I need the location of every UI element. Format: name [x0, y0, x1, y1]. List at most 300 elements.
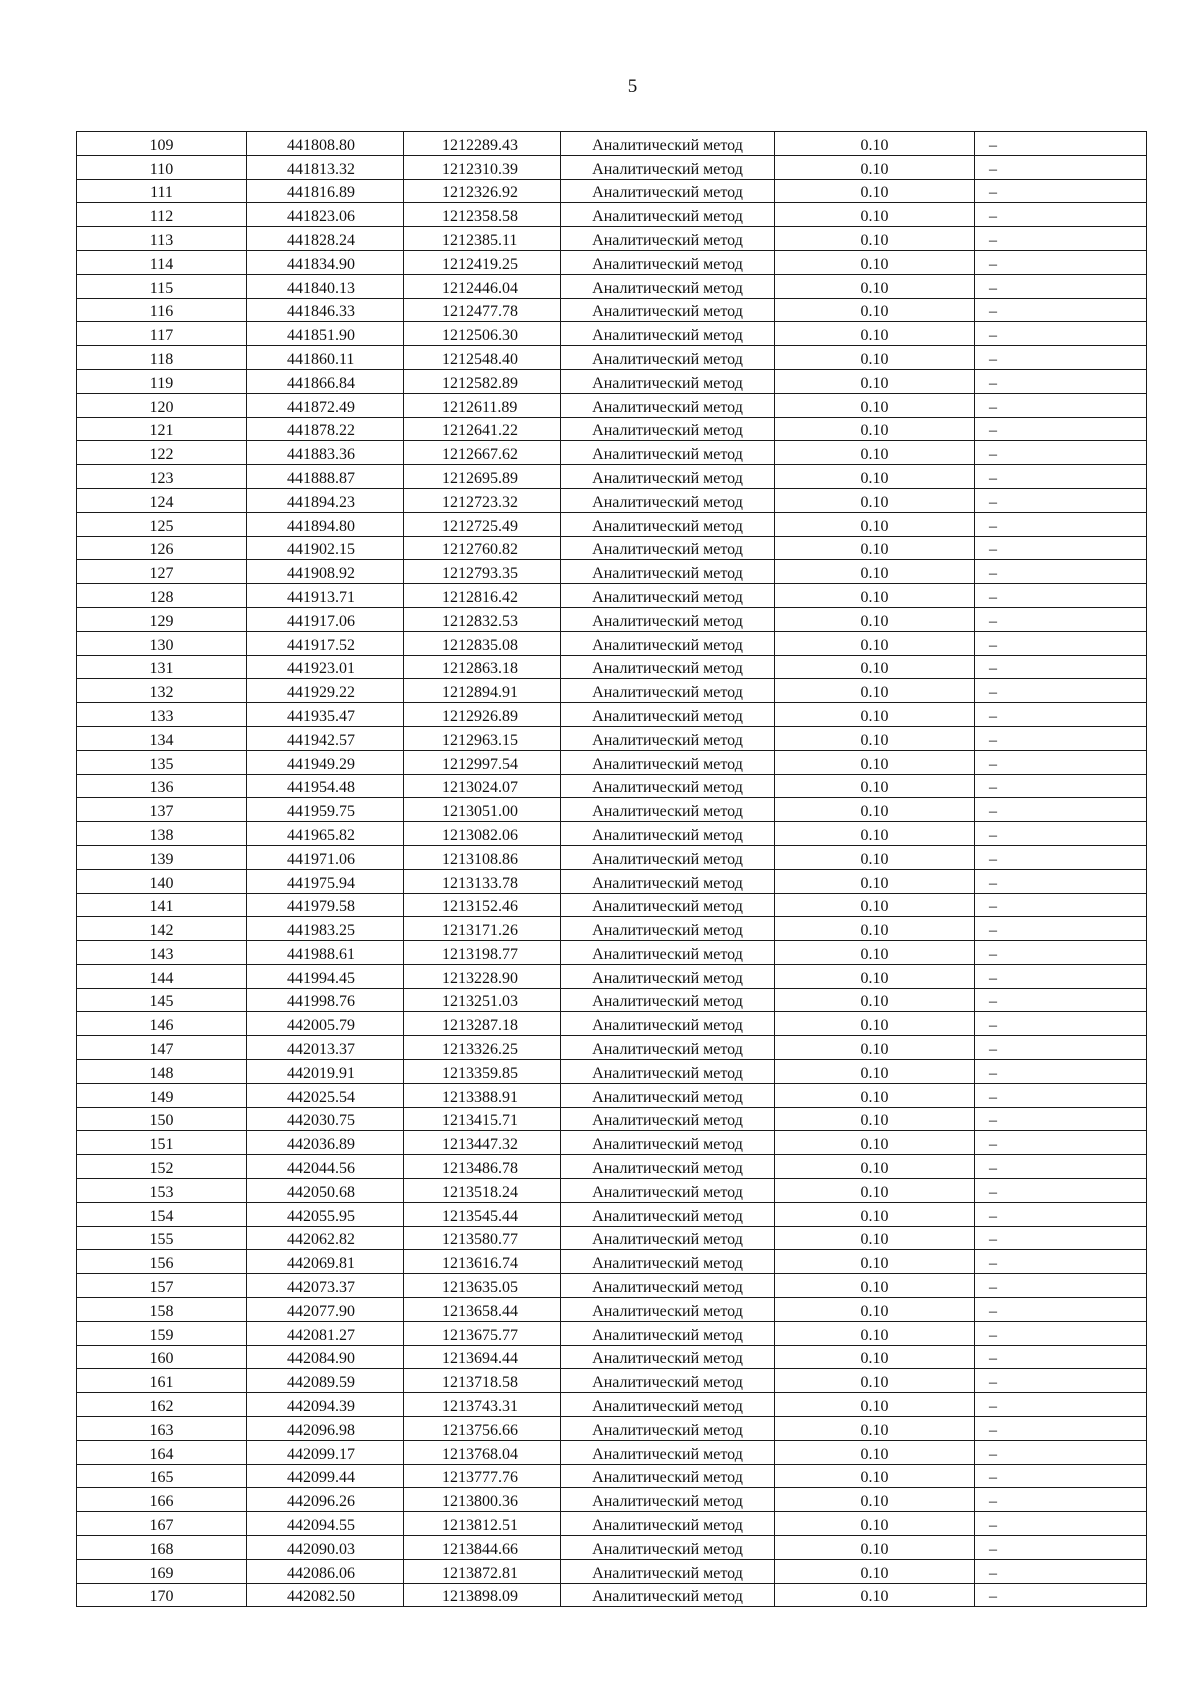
x-coordinate-cell: 441959.75: [247, 798, 404, 822]
method-cell: Аналитический метод: [561, 441, 775, 465]
method-cell: Аналитический метод: [561, 1250, 775, 1274]
method-cell: Аналитический метод: [561, 465, 775, 489]
y-coordinate-cell: 1212695.89: [404, 465, 561, 489]
x-coordinate-cell: 442030.75: [247, 1107, 404, 1131]
accuracy-cell: 0.10: [775, 798, 975, 822]
y-coordinate-cell: 1212419.25: [404, 250, 561, 274]
y-coordinate-cell: 1212611.89: [404, 393, 561, 417]
table-row: [77, 465, 1147, 489]
accuracy-cell: 0.10: [775, 1345, 975, 1369]
description-cell: –: [975, 703, 1147, 727]
description-cell: –: [975, 1083, 1147, 1107]
accuracy-cell: 0.10: [775, 1060, 975, 1084]
method-cell: Аналитический метод: [561, 822, 775, 846]
x-coordinate-cell: 441949.29: [247, 750, 404, 774]
description-cell: –: [975, 1274, 1147, 1298]
x-coordinate-cell: 441917.52: [247, 631, 404, 655]
x-coordinate-cell: 442025.54: [247, 1083, 404, 1107]
accuracy-cell: 0.10: [775, 203, 975, 227]
description-cell: –: [975, 1298, 1147, 1322]
point-number-cell: 150: [77, 1107, 247, 1131]
x-coordinate-cell: 442094.55: [247, 1512, 404, 1536]
y-coordinate-cell: 1213658.44: [404, 1298, 561, 1322]
point-number-cell: 162: [77, 1393, 247, 1417]
point-number-cell: 144: [77, 964, 247, 988]
y-coordinate-cell: 1212667.62: [404, 441, 561, 465]
method-cell: Аналитический метод: [561, 1559, 775, 1583]
accuracy-cell: 0.10: [775, 179, 975, 203]
x-coordinate-cell: 441872.49: [247, 393, 404, 417]
description-cell: –: [975, 179, 1147, 203]
description-cell: –: [975, 917, 1147, 941]
y-coordinate-cell: 1212816.42: [404, 584, 561, 608]
x-coordinate-cell: 442073.37: [247, 1274, 404, 1298]
description-cell: –: [975, 1202, 1147, 1226]
method-cell: Аналитический метод: [561, 1107, 775, 1131]
description-cell: –: [975, 227, 1147, 251]
accuracy-cell: 0.10: [775, 132, 975, 156]
accuracy-cell: 0.10: [775, 1559, 975, 1583]
x-coordinate-cell: 441965.82: [247, 822, 404, 846]
table-row: [77, 1464, 1147, 1488]
point-number-cell: 142: [77, 917, 247, 941]
y-coordinate-cell: 1212894.91: [404, 679, 561, 703]
y-coordinate-cell: 1212477.78: [404, 298, 561, 322]
point-number-cell: 118: [77, 346, 247, 370]
method-cell: Аналитический метод: [561, 893, 775, 917]
description-cell: –: [975, 369, 1147, 393]
table-row: [77, 322, 1147, 346]
method-cell: Аналитический метод: [561, 988, 775, 1012]
y-coordinate-cell: 1213743.31: [404, 1393, 561, 1417]
y-coordinate-cell: 1213108.86: [404, 845, 561, 869]
x-coordinate-cell: 442013.37: [247, 1036, 404, 1060]
x-coordinate-cell: 442089.59: [247, 1369, 404, 1393]
description-cell: –: [975, 1131, 1147, 1155]
description-cell: –: [975, 132, 1147, 156]
table-row: [77, 774, 1147, 798]
x-coordinate-cell: 442094.39: [247, 1393, 404, 1417]
method-cell: Аналитический метод: [561, 227, 775, 251]
description-cell: –: [975, 1012, 1147, 1036]
accuracy-cell: 0.10: [775, 1226, 975, 1250]
description-cell: –: [975, 1321, 1147, 1345]
y-coordinate-cell: 1212506.30: [404, 322, 561, 346]
accuracy-cell: 0.10: [775, 822, 975, 846]
point-number-cell: 125: [77, 512, 247, 536]
y-coordinate-cell: 1213082.06: [404, 822, 561, 846]
y-coordinate-cell: 1213545.44: [404, 1202, 561, 1226]
point-number-cell: 133: [77, 703, 247, 727]
description-cell: –: [975, 584, 1147, 608]
accuracy-cell: 0.10: [775, 1512, 975, 1536]
page-number: 5: [627, 76, 638, 97]
y-coordinate-cell: 1213580.77: [404, 1226, 561, 1250]
table-row: [77, 1274, 1147, 1298]
x-coordinate-cell: 441994.45: [247, 964, 404, 988]
accuracy-cell: 0.10: [775, 465, 975, 489]
x-coordinate-cell: 442090.03: [247, 1536, 404, 1560]
accuracy-cell: 0.10: [775, 1012, 975, 1036]
description-cell: –: [975, 203, 1147, 227]
accuracy-cell: 0.10: [775, 155, 975, 179]
description-cell: –: [975, 1107, 1147, 1131]
method-cell: Аналитический метод: [561, 1345, 775, 1369]
table-row: [77, 346, 1147, 370]
table-row: [77, 560, 1147, 584]
x-coordinate-cell: 441851.90: [247, 322, 404, 346]
point-number-cell: 122: [77, 441, 247, 465]
point-number-cell: 123: [77, 465, 247, 489]
table-row: [77, 917, 1147, 941]
description-cell: –: [975, 1512, 1147, 1536]
description-cell: –: [975, 679, 1147, 703]
y-coordinate-cell: 1212863.18: [404, 655, 561, 679]
table-row: [77, 703, 1147, 727]
table-row: [77, 1250, 1147, 1274]
table-row: [77, 941, 1147, 965]
description-cell: –: [975, 1060, 1147, 1084]
y-coordinate-cell: 1213694.44: [404, 1345, 561, 1369]
x-coordinate-cell: 442062.82: [247, 1226, 404, 1250]
y-coordinate-cell: 1213447.32: [404, 1131, 561, 1155]
method-cell: Аналитический метод: [561, 1536, 775, 1560]
description-cell: –: [975, 750, 1147, 774]
point-number-cell: 115: [77, 274, 247, 298]
x-coordinate-cell: 441971.06: [247, 845, 404, 869]
accuracy-cell: 0.10: [775, 1369, 975, 1393]
method-cell: Аналитический метод: [561, 274, 775, 298]
y-coordinate-cell: 1213756.66: [404, 1417, 561, 1441]
x-coordinate-cell: 441860.11: [247, 346, 404, 370]
accuracy-cell: 0.10: [775, 584, 975, 608]
accuracy-cell: 0.10: [775, 679, 975, 703]
accuracy-cell: 0.10: [775, 298, 975, 322]
y-coordinate-cell: 1213415.71: [404, 1107, 561, 1131]
table-row: [77, 417, 1147, 441]
description-cell: –: [975, 1417, 1147, 1441]
x-coordinate-cell: 442099.44: [247, 1464, 404, 1488]
method-cell: Аналитический метод: [561, 1417, 775, 1441]
x-coordinate-cell: 441902.15: [247, 536, 404, 560]
method-cell: Аналитический метод: [561, 298, 775, 322]
description-cell: –: [975, 250, 1147, 274]
y-coordinate-cell: 1213228.90: [404, 964, 561, 988]
method-cell: Аналитический метод: [561, 1012, 775, 1036]
description-cell: –: [975, 941, 1147, 965]
method-cell: Аналитический метод: [561, 607, 775, 631]
table-row: [77, 1036, 1147, 1060]
table-row: [77, 536, 1147, 560]
method-cell: Аналитический метод: [561, 1583, 775, 1607]
accuracy-cell: 0.10: [775, 1274, 975, 1298]
x-coordinate-cell: 441983.25: [247, 917, 404, 941]
point-number-cell: 141: [77, 893, 247, 917]
description-cell: –: [975, 1369, 1147, 1393]
method-cell: Аналитический метод: [561, 1488, 775, 1512]
description-cell: –: [975, 441, 1147, 465]
point-number-cell: 137: [77, 798, 247, 822]
method-cell: Аналитический метод: [561, 1155, 775, 1179]
method-cell: Аналитический метод: [561, 1298, 775, 1322]
table-row: [77, 726, 1147, 750]
point-number-cell: 136: [77, 774, 247, 798]
point-number-cell: 126: [77, 536, 247, 560]
table-row: [77, 679, 1147, 703]
y-coordinate-cell: 1213616.74: [404, 1250, 561, 1274]
description-cell: –: [975, 465, 1147, 489]
x-coordinate-cell: 441942.57: [247, 726, 404, 750]
x-coordinate-cell: 441846.33: [247, 298, 404, 322]
accuracy-cell: 0.10: [775, 631, 975, 655]
accuracy-cell: 0.10: [775, 607, 975, 631]
table-row: [77, 1131, 1147, 1155]
x-coordinate-cell: 441998.76: [247, 988, 404, 1012]
table-row: [77, 1536, 1147, 1560]
accuracy-cell: 0.10: [775, 964, 975, 988]
table-row: [77, 988, 1147, 1012]
point-number-cell: 132: [77, 679, 247, 703]
description-cell: –: [975, 1155, 1147, 1179]
table-row: [77, 512, 1147, 536]
y-coordinate-cell: 1213675.77: [404, 1321, 561, 1345]
point-number-cell: 129: [77, 607, 247, 631]
x-coordinate-cell: 441913.71: [247, 584, 404, 608]
x-coordinate-cell: 441917.06: [247, 607, 404, 631]
table-row: [77, 1012, 1147, 1036]
accuracy-cell: 0.10: [775, 1417, 975, 1441]
y-coordinate-cell: 1213326.25: [404, 1036, 561, 1060]
method-cell: Аналитический метод: [561, 155, 775, 179]
method-cell: Аналитический метод: [561, 536, 775, 560]
table-row: [77, 1298, 1147, 1322]
method-cell: Аналитический метод: [561, 1226, 775, 1250]
accuracy-cell: 0.10: [775, 346, 975, 370]
point-number-cell: 127: [77, 560, 247, 584]
description-cell: –: [975, 1559, 1147, 1583]
method-cell: Аналитический метод: [561, 393, 775, 417]
x-coordinate-cell: 441808.80: [247, 132, 404, 156]
accuracy-cell: 0.10: [775, 1250, 975, 1274]
accuracy-cell: 0.10: [775, 560, 975, 584]
y-coordinate-cell: 1213359.85: [404, 1060, 561, 1084]
table-row: [77, 798, 1147, 822]
point-number-cell: 139: [77, 845, 247, 869]
x-coordinate-cell: 441813.32: [247, 155, 404, 179]
accuracy-cell: 0.10: [775, 1536, 975, 1560]
accuracy-cell: 0.10: [775, 893, 975, 917]
method-cell: Аналитический метод: [561, 917, 775, 941]
y-coordinate-cell: 1213768.04: [404, 1440, 561, 1464]
description-cell: –: [975, 560, 1147, 584]
y-coordinate-cell: 1213024.07: [404, 774, 561, 798]
accuracy-cell: 0.10: [775, 1036, 975, 1060]
table-row: [77, 1083, 1147, 1107]
accuracy-cell: 0.10: [775, 869, 975, 893]
x-coordinate-cell: 441816.89: [247, 179, 404, 203]
method-cell: Аналитический метод: [561, 798, 775, 822]
x-coordinate-cell: 441975.94: [247, 869, 404, 893]
point-number-cell: 158: [77, 1298, 247, 1322]
point-number-cell: 145: [77, 988, 247, 1012]
table-row: [77, 1226, 1147, 1250]
point-number-cell: 128: [77, 584, 247, 608]
table-row: [77, 584, 1147, 608]
point-number-cell: 143: [77, 941, 247, 965]
description-cell: –: [975, 393, 1147, 417]
method-cell: Аналитический метод: [561, 1036, 775, 1060]
method-cell: Аналитический метод: [561, 346, 775, 370]
point-number-cell: 119: [77, 369, 247, 393]
method-cell: Аналитический метод: [561, 1369, 775, 1393]
accuracy-cell: 0.10: [775, 1107, 975, 1131]
accuracy-cell: 0.10: [775, 1179, 975, 1203]
method-cell: Аналитический метод: [561, 203, 775, 227]
table-row: [77, 1202, 1147, 1226]
point-number-cell: 140: [77, 869, 247, 893]
description-cell: –: [975, 869, 1147, 893]
accuracy-cell: 0.10: [775, 1583, 975, 1607]
x-coordinate-cell: 441834.90: [247, 250, 404, 274]
table-row: [77, 1369, 1147, 1393]
table-row: [77, 227, 1147, 251]
x-coordinate-cell: 441929.22: [247, 679, 404, 703]
x-coordinate-cell: 441923.01: [247, 655, 404, 679]
accuracy-cell: 0.10: [775, 1202, 975, 1226]
y-coordinate-cell: 1212926.89: [404, 703, 561, 727]
y-coordinate-cell: 1212832.53: [404, 607, 561, 631]
method-cell: Аналитический метод: [561, 1321, 775, 1345]
table-row: [77, 488, 1147, 512]
coordinates-table-body: [77, 132, 1147, 1607]
x-coordinate-cell: 442019.91: [247, 1060, 404, 1084]
x-coordinate-cell: 441894.80: [247, 512, 404, 536]
point-number-cell: 152: [77, 1155, 247, 1179]
table-row: [77, 250, 1147, 274]
method-cell: Аналитический метод: [561, 1464, 775, 1488]
y-coordinate-cell: 1212548.40: [404, 346, 561, 370]
description-cell: –: [975, 726, 1147, 750]
method-cell: Аналитический метод: [561, 679, 775, 703]
method-cell: Аналитический метод: [561, 179, 775, 203]
table-row: [77, 1155, 1147, 1179]
description-cell: –: [975, 1536, 1147, 1560]
point-number-cell: 154: [77, 1202, 247, 1226]
method-cell: Аналитический метод: [561, 1512, 775, 1536]
description-cell: –: [975, 631, 1147, 655]
method-cell: Аналитический метод: [561, 584, 775, 608]
point-number-cell: 131: [77, 655, 247, 679]
accuracy-cell: 0.10: [775, 1393, 975, 1417]
table-row: [77, 155, 1147, 179]
point-number-cell: 130: [77, 631, 247, 655]
method-cell: Аналитический метод: [561, 512, 775, 536]
description-cell: –: [975, 845, 1147, 869]
method-cell: Аналитический метод: [561, 631, 775, 655]
y-coordinate-cell: 1212997.54: [404, 750, 561, 774]
table-row: [77, 179, 1147, 203]
description-cell: –: [975, 1250, 1147, 1274]
x-coordinate-cell: 441908.92: [247, 560, 404, 584]
x-coordinate-cell: 442050.68: [247, 1179, 404, 1203]
table-row: [77, 750, 1147, 774]
method-cell: Аналитический метод: [561, 560, 775, 584]
point-number-cell: 138: [77, 822, 247, 846]
y-coordinate-cell: 1212760.82: [404, 536, 561, 560]
y-coordinate-cell: 1213635.05: [404, 1274, 561, 1298]
description-cell: –: [975, 988, 1147, 1012]
description-cell: –: [975, 417, 1147, 441]
table-row: [77, 1060, 1147, 1084]
description-cell: –: [975, 1488, 1147, 1512]
accuracy-cell: 0.10: [775, 941, 975, 965]
accuracy-cell: 0.10: [775, 845, 975, 869]
y-coordinate-cell: 1212793.35: [404, 560, 561, 584]
point-number-cell: 163: [77, 1417, 247, 1441]
table-row: [77, 1512, 1147, 1536]
y-coordinate-cell: 1213844.66: [404, 1536, 561, 1560]
y-coordinate-cell: 1212446.04: [404, 274, 561, 298]
accuracy-cell: 0.10: [775, 369, 975, 393]
y-coordinate-cell: 1212963.15: [404, 726, 561, 750]
description-cell: –: [975, 1036, 1147, 1060]
point-number-cell: 109: [77, 132, 247, 156]
table-row: [77, 1179, 1147, 1203]
point-number-cell: 113: [77, 227, 247, 251]
accuracy-cell: 0.10: [775, 1155, 975, 1179]
point-number-cell: 165: [77, 1464, 247, 1488]
accuracy-cell: 0.10: [775, 417, 975, 441]
method-cell: Аналитический метод: [561, 1202, 775, 1226]
description-cell: –: [975, 774, 1147, 798]
accuracy-cell: 0.10: [775, 488, 975, 512]
y-coordinate-cell: 1212641.22: [404, 417, 561, 441]
y-coordinate-cell: 1213777.76: [404, 1464, 561, 1488]
accuracy-cell: 0.10: [775, 441, 975, 465]
description-cell: –: [975, 346, 1147, 370]
y-coordinate-cell: 1213287.18: [404, 1012, 561, 1036]
y-coordinate-cell: 1213812.51: [404, 1512, 561, 1536]
x-coordinate-cell: 441883.36: [247, 441, 404, 465]
table-row: [77, 964, 1147, 988]
description-cell: –: [975, 1583, 1147, 1607]
y-coordinate-cell: 1212723.32: [404, 488, 561, 512]
point-number-cell: 160: [77, 1345, 247, 1369]
method-cell: Аналитический метод: [561, 488, 775, 512]
description-cell: –: [975, 1440, 1147, 1464]
x-coordinate-cell: 441979.58: [247, 893, 404, 917]
description-cell: –: [975, 155, 1147, 179]
table-row: [77, 441, 1147, 465]
description-cell: –: [975, 512, 1147, 536]
point-number-cell: 148: [77, 1060, 247, 1084]
y-coordinate-cell: 1213486.78: [404, 1155, 561, 1179]
accuracy-cell: 0.10: [775, 274, 975, 298]
accuracy-cell: 0.10: [775, 1298, 975, 1322]
point-number-cell: 147: [77, 1036, 247, 1060]
point-number-cell: 135: [77, 750, 247, 774]
method-cell: Аналитический метод: [561, 1179, 775, 1203]
x-coordinate-cell: 441935.47: [247, 703, 404, 727]
x-coordinate-cell: 441878.22: [247, 417, 404, 441]
point-number-cell: 159: [77, 1321, 247, 1345]
method-cell: Аналитический метод: [561, 941, 775, 965]
x-coordinate-cell: 441823.06: [247, 203, 404, 227]
point-number-cell: 120: [77, 393, 247, 417]
accuracy-cell: 0.10: [775, 726, 975, 750]
accuracy-cell: 0.10: [775, 988, 975, 1012]
x-coordinate-cell: 442099.17: [247, 1440, 404, 1464]
